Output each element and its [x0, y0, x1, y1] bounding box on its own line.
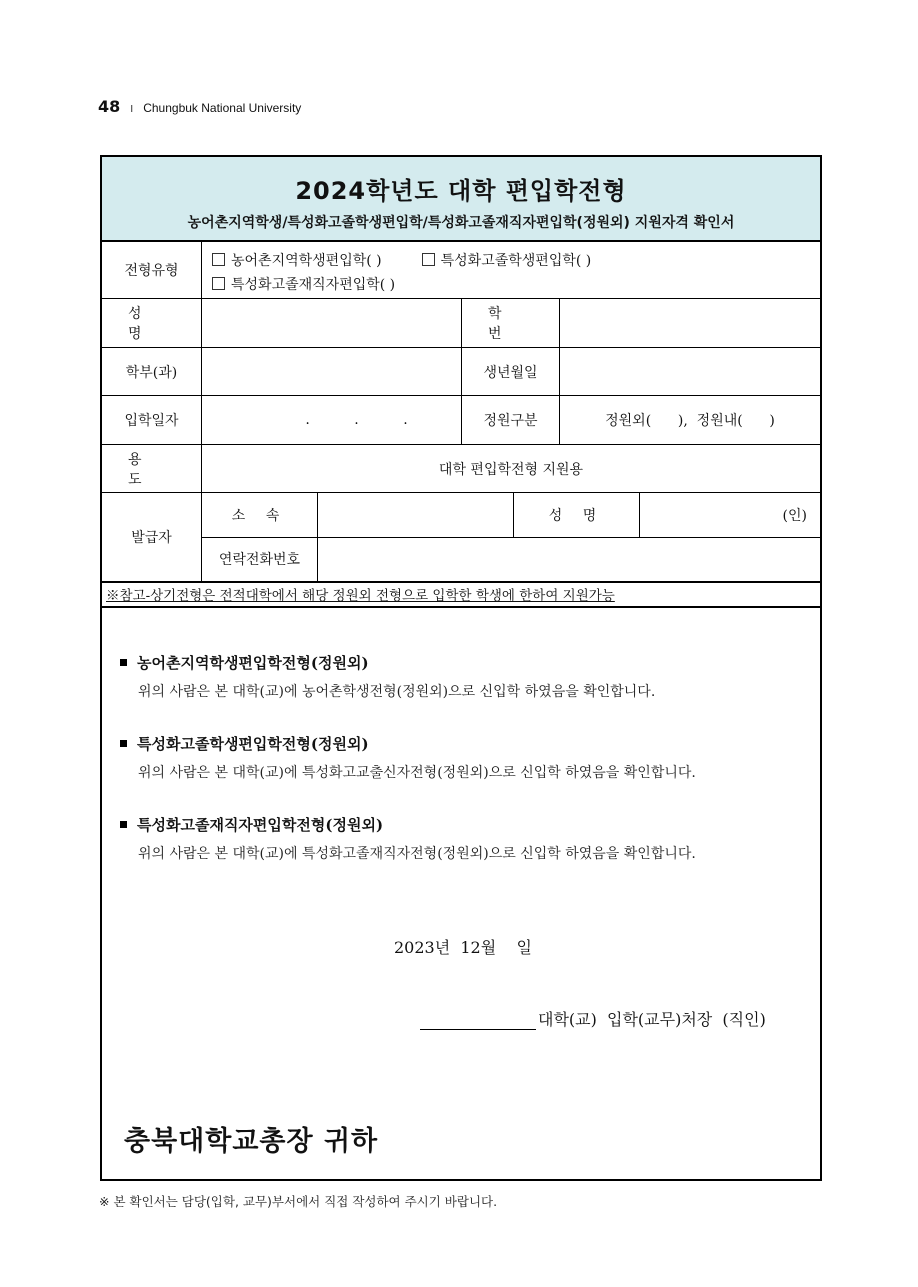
admission-date-label: 입학일자 [124, 413, 179, 429]
university-name: Chungbuk National University [143, 101, 302, 115]
quota-field[interactable]: 정원외( ), 정원내( ) [559, 396, 820, 444]
student-id-label: 학번 [461, 299, 559, 347]
footer-note: ※ 본 확인서는 담당(입학, 교무)부서에서 직접 작성하여 주시기 바랍니다. [99, 1194, 498, 1209]
eligibility-note: ※참고-상기전형은 전적대학에서 해당 정원외 전형으로 입학한 학생에 한하여 지원가능 [102, 581, 820, 608]
purpose-value: 대학 편입학전형 지원용 [201, 445, 820, 492]
issuer-phone-field[interactable] [317, 537, 821, 581]
purpose-label: 용도 [128, 451, 168, 488]
form-title: 2024학년도 대학 편입학전형 [295, 177, 627, 205]
form-subtitle: 농어촌지역학생/특성화고졸학생편입학/특성화고졸재직자편입학(정원외) 지원자격 확인서 [187, 215, 735, 231]
confirmation-form [100, 155, 822, 1181]
type-options [201, 242, 820, 298]
issuer-phone-label: 연락전화번호 [218, 552, 301, 568]
name-row [102, 299, 820, 348]
student-id-field[interactable] [559, 299, 820, 347]
issue-date: 2023년 12월 일 [394, 938, 532, 957]
issuer-name-label: 성 명 [513, 493, 639, 537]
department-row [102, 348, 820, 396]
page-number: 48 [98, 97, 121, 116]
confirmation-item-vocational-employee: 특성화고졸재직자편입학전형(정원외) 위의 사람은 본 대학(교)에 특성화고졸재직자전형(정원외)으로 신입학 하였음을 확인합니다. [120, 814, 696, 863]
admission-date-field[interactable]: . . . [201, 396, 461, 444]
confirmation-item-vocational-grad: 특성화고졸학생편입학전형(정원외) 위의 사람은 본 대학(교)에 특성화고교출신자전형(정원외)으로 신입학 하였음을 확인합니다. [120, 733, 696, 782]
option-rural-transfer[interactable]: 농어촌지역학생편입학( ) [212, 250, 382, 270]
confirmation-item-rural: 농어촌지역학생편입학전형(정원외) 위의 사람은 본 대학(교)에 농어촌학생전형(정원외)으로 신입학 하였음을 확인합니다. [120, 652, 655, 701]
name-label: 성명 [128, 306, 168, 342]
department-label: 학부(과) [125, 364, 178, 381]
type-label: 전형유형 [124, 263, 179, 279]
name-field[interactable] [201, 299, 461, 347]
checkbox-icon[interactable] [422, 253, 435, 266]
signature-line [420, 1007, 766, 1030]
university-name-blank[interactable] [420, 1011, 536, 1030]
issuer-name-field[interactable] [639, 493, 821, 537]
signature-text: 대학(교) 입학(교무)처장 (직인) [538, 1010, 766, 1029]
department-field[interactable] [201, 348, 461, 395]
form-title-band [102, 157, 820, 242]
checkbox-icon[interactable] [212, 253, 225, 266]
bullet-square-icon [120, 821, 127, 828]
birthdate-field[interactable] [559, 348, 820, 395]
purpose-row [102, 445, 820, 493]
page-header [98, 97, 301, 116]
header-separator: I [130, 104, 134, 115]
admission-row [102, 396, 820, 445]
bullet-square-icon [120, 740, 127, 747]
bullet-square-icon [120, 659, 127, 666]
issuer-row [102, 493, 820, 581]
issuer-affiliation-field[interactable] [317, 493, 513, 537]
seal-mark: (인) [782, 508, 807, 524]
quota-label: 정원구분 [461, 396, 559, 444]
issuer-label: 발급자 [131, 530, 172, 546]
option-vocational-grad-transfer[interactable]: 특성화고졸학생편입학( ) [422, 250, 592, 270]
option-vocational-employee-transfer[interactable]: 특성화고졸재직자편입학( ) [212, 274, 395, 294]
addressee: 충북대학교총장 귀하 [124, 1126, 379, 1157]
issuer-affiliation-label: 소 속 [231, 508, 288, 524]
type-row [102, 242, 820, 299]
birthdate-label: 생년월일 [461, 348, 559, 395]
checkbox-icon[interactable] [212, 277, 225, 290]
